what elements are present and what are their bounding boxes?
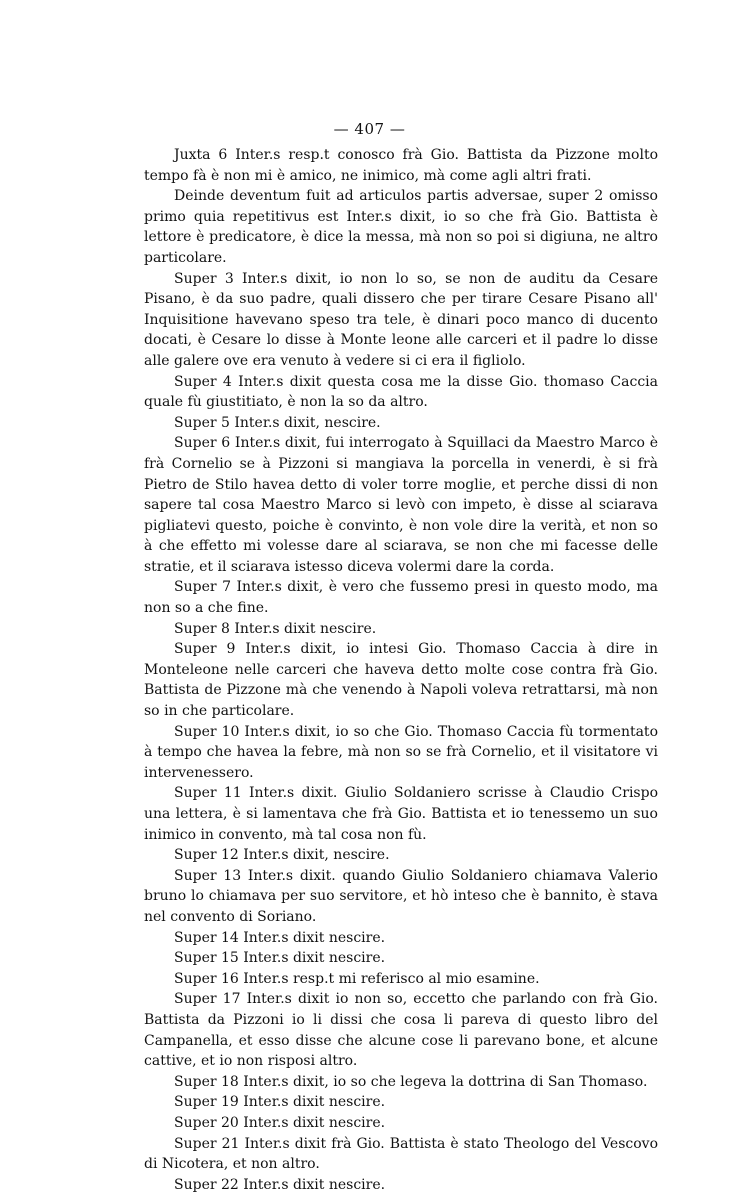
paragraph: Super 14 Inter.s dixit nescire. [174, 929, 386, 946]
paragraph: Super 4 Inter.s dixit questa cosa me la disse Gio. thomaso Caccia quale fù giustitiato, è non la so da altro. [144, 373, 658, 411]
paragraph: Super 15 Inter.s dixit nescire. [174, 950, 386, 967]
paragraph: Super 17 Inter.s dixit io non so, eccetto che parlando con frà Gio. Battista da Pizzoni io li dissi che cosa li pareva di questo libro del Campanella, et esso disse che alcune cose li parevano bone, et alcune cattive, et io non risposi altro. [144, 991, 658, 1070]
paragraph: Super 11 Inter.s dixit. Giulio Soldaniero scrisse à Claudio Crispo una lettera, è si lamentava che frà Gio. Battista et io tenessemo un suo inimico in convento, mà tal cosa non fù. [144, 785, 658, 843]
paragraph: Super 8 Inter.s dixit nescire. [174, 620, 377, 637]
paragraph: Super 3 Inter.s dixit, io non lo so, se non de auditu da Cesare Pisano, è da suo padre, quali dissero che per tirare Cesare Pisano all' Inquisitione havevano speso tra tele, è dinari poco manco di ducento docati, è Cesare lo disse à Monte leone alle carceri et il padre lo disse alle galere ove era venuto à vedere si ci era il figliolo. [144, 270, 658, 369]
paragraph: Super 16 Inter.s resp.t mi referisco al mio esamine. [174, 970, 540, 987]
text-body [144, 145, 658, 1195]
paragraph: Deinde deventum fuit ad articulos partis adversae, super 2 omisso primo quia repetitivus est Inter.s dixit, io so che frà Gio. Battista è lettore è predicatore, è dice la messa, mà non so poi si digiuna, ne altro particolare. [144, 188, 658, 266]
paragraph: Super 21 Inter.s dixit frà Gio. Battista è stato Theologo del Vescovo di Nicotera, et non altro. [144, 1135, 658, 1173]
page-number: — 407 — [333, 120, 406, 138]
paragraph: Super 7 Inter.s dixit, è vero che fussemo presi in questo modo, ma non so a che fine. [144, 579, 658, 617]
paragraph: Super 12 Inter.s dixit, nescire. [174, 847, 390, 864]
paragraph: Super 18 Inter.s dixit, io so che legeva la dottrina di San Thomaso. [174, 1073, 648, 1090]
paragraph: Juxta 6 Inter.s resp.t conosco frà Gio. Battista da Pizzone molto tempo fà è non mi è amico, ne inimico, mà come agli altri frati. [144, 147, 658, 184]
paragraph: Super 6 Inter.s dixit, fui interrogato à Squillaci da Maestro Marco è frà Cornelio se à Pizzoni si mangiava la porcella in venerdi, è si frà Pietro de Stilo havea detto di voler torre moglie, et perche dissi di non sapere tal cosa Maestro Marco si levò con impeto, è disse al sciarava pigliatevi questo, poiche è convinto, è non vole dire la verità, et non so à che effetto mi volesse dare al sciarava, se non che mi facesse delle stratie, et il sciarava istesso diceva volermi dare la corda. [144, 435, 658, 575]
paragraph: Super 9 Inter.s dixit, io intesi Gio. Thomaso Caccia à dire in Monteleone nelle carceri che haveva detto molte cose contra frà Gio. Battista de Pizzone mà che venendo à Napoli voleva retrattarsi, mà non so in che particolare. [144, 641, 658, 720]
paragraph: Super 22 Inter.s dixit nescire. [174, 1176, 386, 1193]
paragraph: Super 10 Inter.s dixit, io so che Gio. Thomaso Caccia fù tormentato à tempo che havea la febre, mà non so se frà Cornelio, et il visitatore vi intervenessero. [144, 723, 658, 781]
paragraph: Super 19 Inter.s dixit nescire. [174, 1094, 386, 1111]
paragraph: Super 13 Inter.s dixit. quando Giulio Soldaniero chiamava Valerio bruno lo chiamava per suo servitore, et hò inteso che è bannito, è stava nel convento di Soriano. [144, 867, 658, 925]
paragraph: Super 20 Inter.s dixit nescire. [174, 1114, 386, 1131]
paragraph: Super 5 Inter.s dixit, nescire. [174, 414, 381, 431]
